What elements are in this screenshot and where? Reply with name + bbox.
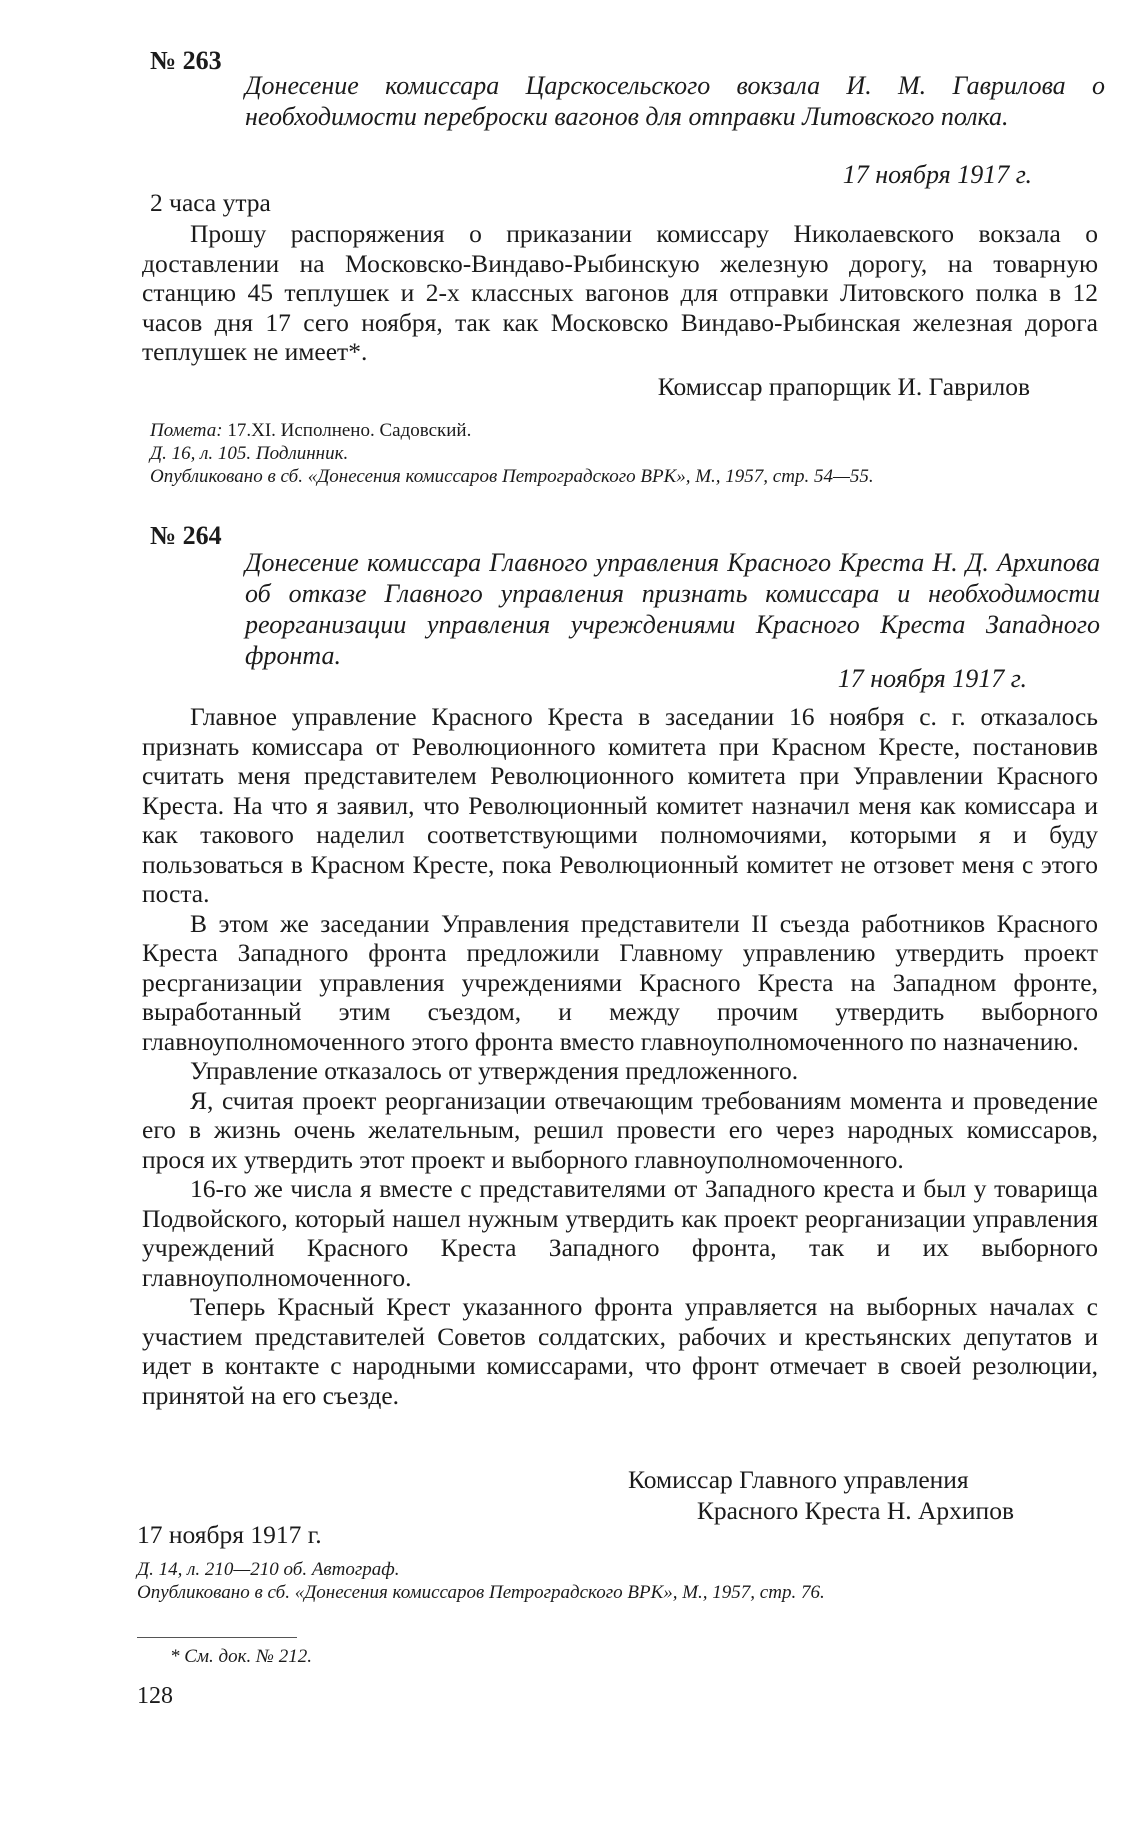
footnote-text: * См. док. № 212. (170, 1646, 312, 1667)
doc-263-paragraph: Прошу распоряжения о приказании комиссару Николаевского вокзала о доставлении на Московско-Виндаво-Рыбинскую железную дорогу, на товарную станцию 45 теплушек и 2-х классных вагонов для отправки Литовского полка в 12 часов дня 17 сего ноября, так как Московско Виндаво-Рыбинская железная дорога теплушек не имеет*. (142, 219, 1098, 366)
doc-263-mark-label: Помета: (150, 420, 223, 441)
doc-263-archive: Д. 16, л. 105. Подлинник. (150, 443, 349, 464)
doc-263-signature: Комиссар прапорщик И. Гаврилов (657, 372, 1030, 401)
doc-263-published: Опубликовано в сб. «Донесения комиссаров Петроградского ВРК», М., 1957, стр. 54—55. (150, 466, 874, 487)
footnote (170, 1645, 312, 1668)
doc-264-notes (137, 1558, 1097, 1604)
doc-263-time: 2 часа утра (150, 188, 271, 217)
footnote-divider (137, 1637, 297, 1638)
doc-263-mark-text: 17.XI. Исполнено. Садовский. (227, 420, 472, 441)
doc-264-paragraph: Главное управление Красного Креста в заседании 16 ноября с. г. отказалось признать комиссара от Революционного комитета при Красном Кресте, постановив считать меня представителем Революционного комитета при Управлении Красного Креста. На что я заявил, что Революционный комитет назначил меня как комиссара и как такового наделил соответствующими полномочиями, которыми я и буду пользоваться в Красном Кресте, пока Революционный комитет не отзовет меня с этого поста. (142, 702, 1098, 908)
doc-263-heading: Донесение комиссара Царскосельского вокзала И. М. Гаврилова о необходимости переброски вагонов для отправки Литовского полка. (245, 71, 1105, 131)
doc-264-archive: Д. 14, л. 210—210 об. Автограф. (137, 1559, 400, 1580)
doc-264-date: 17 ноября 1917 г. (837, 664, 1027, 693)
doc-264-signature-line2: Красного Креста Н. Архипов (696, 1496, 1014, 1525)
doc-264-heading: Донесение комиссара Главного управления Красного Креста Н. Д. Архипова об отказе Главного управления признать комиссара и необходимости реорганизации управления учреждениями Красного Креста Западного фронта. (245, 548, 1100, 670)
doc-264-paragraph: Управление отказалось от утверждения предложенного. (190, 1056, 799, 1085)
doc-264-published: Опубликовано в сб. «Донесения комиссаров Петроградского ВРК», М., 1957, стр. 76. (137, 1582, 825, 1603)
doc-264-date-bottom: 17 ноября 1917 г. (137, 1520, 322, 1549)
doc-264-body (142, 702, 1098, 1410)
doc-264-paragraph: Я, считая проект реорганизации отвечающим требованиям момента и проведение его в жизнь очень желательным, решил провести его через народных комиссаров, прося их утвердить этот проект и выборного главноуполномоченного. (142, 1085, 1098, 1174)
doc-264-paragraph: 16-го же числа я вместе с представителями от Западного креста и был у товарища Подвойского, который нашел нужным утвердить как проект реорганизации управления учреждений Красного Креста Западного фронта, так и их выборного главноуполномоченного. (142, 1174, 1098, 1292)
doc-263-notes (150, 419, 1100, 488)
doc-263-mark (150, 419, 1100, 442)
doc-263-date: 17 ноября 1917 г. (842, 160, 1032, 189)
doc-264-paragraph: В этом же заседании Управления представители II съезда работников Красного Креста Западного фронта предложили Главному управлению утвердить проект ресрганизации управления учреждениями Красного Креста на Западном фронте, выработанный этим съездом, и между прочим утвердить выборного главноуполномоченного этого фронта вместо главноуполномоченного по назначению. (142, 908, 1098, 1056)
doc-264-signature (600, 1464, 1014, 1526)
doc-264-paragraph: Теперь Красный Крест указанного фронта управляется на выборных началах с участием представителей Советов солдатских, рабочих и крестьянских депутатов и идет в контакте с народными комиссарами, что фронт отмечает в своей резолюции, принятой на его съезде. (142, 1292, 1098, 1410)
doc-263-number: № 263 (150, 46, 222, 75)
doc-263-body (142, 219, 1098, 367)
doc-264-signature-line1: Комиссар Главного управления (628, 1465, 969, 1494)
page-number: 128 (137, 1683, 173, 1709)
doc-264-number: № 264 (150, 521, 222, 550)
